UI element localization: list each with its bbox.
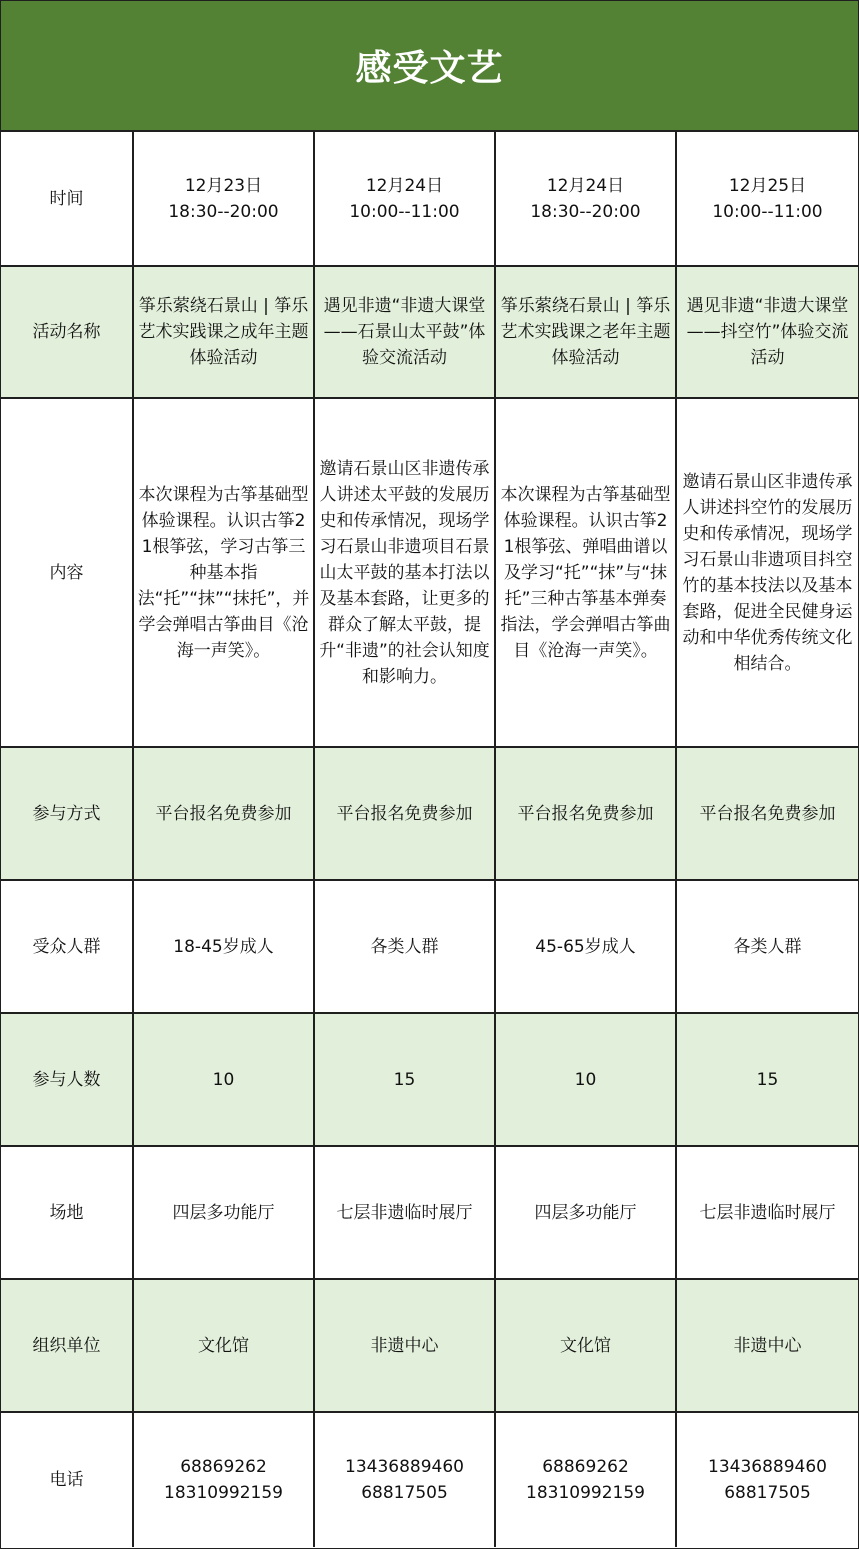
content-cell: 邀请石景山区非遗传承人讲述抖空竹的发展历史和传承情况，现场学习石景山非遗项目抖空竹的基本技法以及基本套路，促进全民健身运动和中华优秀传统文化相结合。 bbox=[676, 398, 858, 747]
phone-number: 68817505 bbox=[724, 1483, 811, 1503]
count-cell: 10 bbox=[495, 1013, 676, 1146]
row-label-activity-name: 活动名称 bbox=[1, 266, 133, 398]
table-row-phone bbox=[1, 1412, 858, 1547]
table-row-activity-name bbox=[1, 266, 858, 398]
row-label-venue: 场地 bbox=[1, 1146, 133, 1279]
phone-cell bbox=[133, 1412, 314, 1547]
time-date: 12月23日 bbox=[184, 175, 263, 196]
activity-name-cell: 筝乐萦绕石景山 | 筝乐艺术实践课之老年主题体验活动 bbox=[495, 266, 676, 398]
time-date: 12月24日 bbox=[365, 175, 444, 196]
row-label-count: 参与人数 bbox=[1, 1013, 133, 1146]
table-row-content bbox=[1, 398, 858, 747]
row-label-content: 内容 bbox=[1, 398, 133, 747]
row-label-audience: 受众人群 bbox=[1, 880, 133, 1013]
phone-cell bbox=[495, 1412, 676, 1547]
phone-number: 68817505 bbox=[361, 1483, 448, 1503]
method-cell: 平台报名免费参加 bbox=[495, 747, 676, 880]
phone-number: 68869262 bbox=[180, 1457, 267, 1477]
audience-cell: 45-65岁成人 bbox=[495, 880, 676, 1013]
organizer-cell: 文化馆 bbox=[133, 1279, 314, 1412]
phone-number: 18310992159 bbox=[526, 1483, 645, 1503]
method-cell: 平台报名免费参加 bbox=[133, 747, 314, 880]
table-row-venue bbox=[1, 1146, 858, 1279]
organizer-cell: 非遗中心 bbox=[676, 1279, 858, 1412]
table-row-count bbox=[1, 1013, 858, 1146]
time-date: 12月25日 bbox=[728, 175, 807, 196]
row-label-method: 参与方式 bbox=[1, 747, 133, 880]
phone-number: 68869262 bbox=[542, 1457, 629, 1477]
activity-name-cell: 遇见非遗“非遗大课堂——石景山太平鼓”体验交流活动 bbox=[314, 266, 495, 398]
venue-cell: 四层多功能厅 bbox=[495, 1146, 676, 1279]
phone-cell bbox=[314, 1412, 495, 1547]
audience-cell: 各类人群 bbox=[676, 880, 858, 1013]
venue-cell: 四层多功能厅 bbox=[133, 1146, 314, 1279]
table-row-organizer bbox=[1, 1279, 858, 1412]
venue-cell: 七层非遗临时展厅 bbox=[314, 1146, 495, 1279]
time-cell bbox=[314, 132, 495, 266]
table-row-audience bbox=[1, 880, 858, 1013]
time-range: 18:30--20:00 bbox=[530, 201, 641, 222]
time-range: 18:30--20:00 bbox=[168, 201, 279, 222]
row-label-organizer: 组织单位 bbox=[1, 1279, 133, 1412]
sheet-title: 感受文艺 bbox=[355, 48, 504, 89]
count-cell: 10 bbox=[133, 1013, 314, 1146]
method-cell: 平台报名免费参加 bbox=[314, 747, 495, 880]
time-cell bbox=[495, 132, 676, 266]
activity-table bbox=[1, 132, 858, 1547]
phone-cell bbox=[676, 1412, 858, 1547]
audience-cell: 各类人群 bbox=[314, 880, 495, 1013]
organizer-cell: 文化馆 bbox=[495, 1279, 676, 1412]
activity-name-cell: 筝乐萦绕石景山 | 筝乐艺术实践课之成年主题体验活动 bbox=[133, 266, 314, 398]
venue-cell: 七层非遗临时展厅 bbox=[676, 1146, 858, 1279]
content-cell: 邀请石景山区非遗传承人讲述太平鼓的发展历史和传承情况，现场学习石景山非遗项目石景山太平鼓的基本打法以及基本套路，让更多的群众了解太平鼓，提升“非遗”的社会认知度和影响力。 bbox=[314, 398, 495, 747]
organizer-cell: 非遗中心 bbox=[314, 1279, 495, 1412]
count-cell: 15 bbox=[676, 1013, 858, 1146]
content-cell: 本次课程为古筝基础型体验课程。认识古筝21根筝弦、弹唱曲谱以及学习“托”“抹”与“抹托”三种古筝基本弹奏指法，学会弹唱古筝曲目《沧海一声笑》。 bbox=[495, 398, 676, 747]
count-cell: 15 bbox=[314, 1013, 495, 1146]
time-cell bbox=[133, 132, 314, 266]
content-cell: 本次课程为古筝基础型体验课程。认识古筝21根筝弦，学习古筝三种基本指法“托”“抹”“抹托”，并学会弹唱古筝曲目《沧海一声笑》。 bbox=[133, 398, 314, 747]
activity-name-cell: 遇见非遗“非遗大课堂——抖空竹”体验交流活动 bbox=[676, 266, 858, 398]
row-label-time: 时间 bbox=[1, 132, 133, 266]
phone-number: 13436889460 bbox=[345, 1457, 464, 1477]
audience-cell: 18-45岁成人 bbox=[133, 880, 314, 1013]
time-date: 12月24日 bbox=[546, 175, 625, 196]
title-banner bbox=[1, 1, 858, 132]
time-cell bbox=[676, 132, 858, 266]
phone-number: 13436889460 bbox=[708, 1457, 827, 1477]
row-label-phone: 电话 bbox=[1, 1412, 133, 1547]
time-range: 10:00--11:00 bbox=[349, 201, 460, 222]
table-row-method bbox=[1, 747, 858, 880]
phone-number: 18310992159 bbox=[164, 1483, 283, 1503]
method-cell: 平台报名免费参加 bbox=[676, 747, 858, 880]
time-range: 10:00--11:00 bbox=[712, 201, 823, 222]
table-row-time bbox=[1, 132, 858, 266]
